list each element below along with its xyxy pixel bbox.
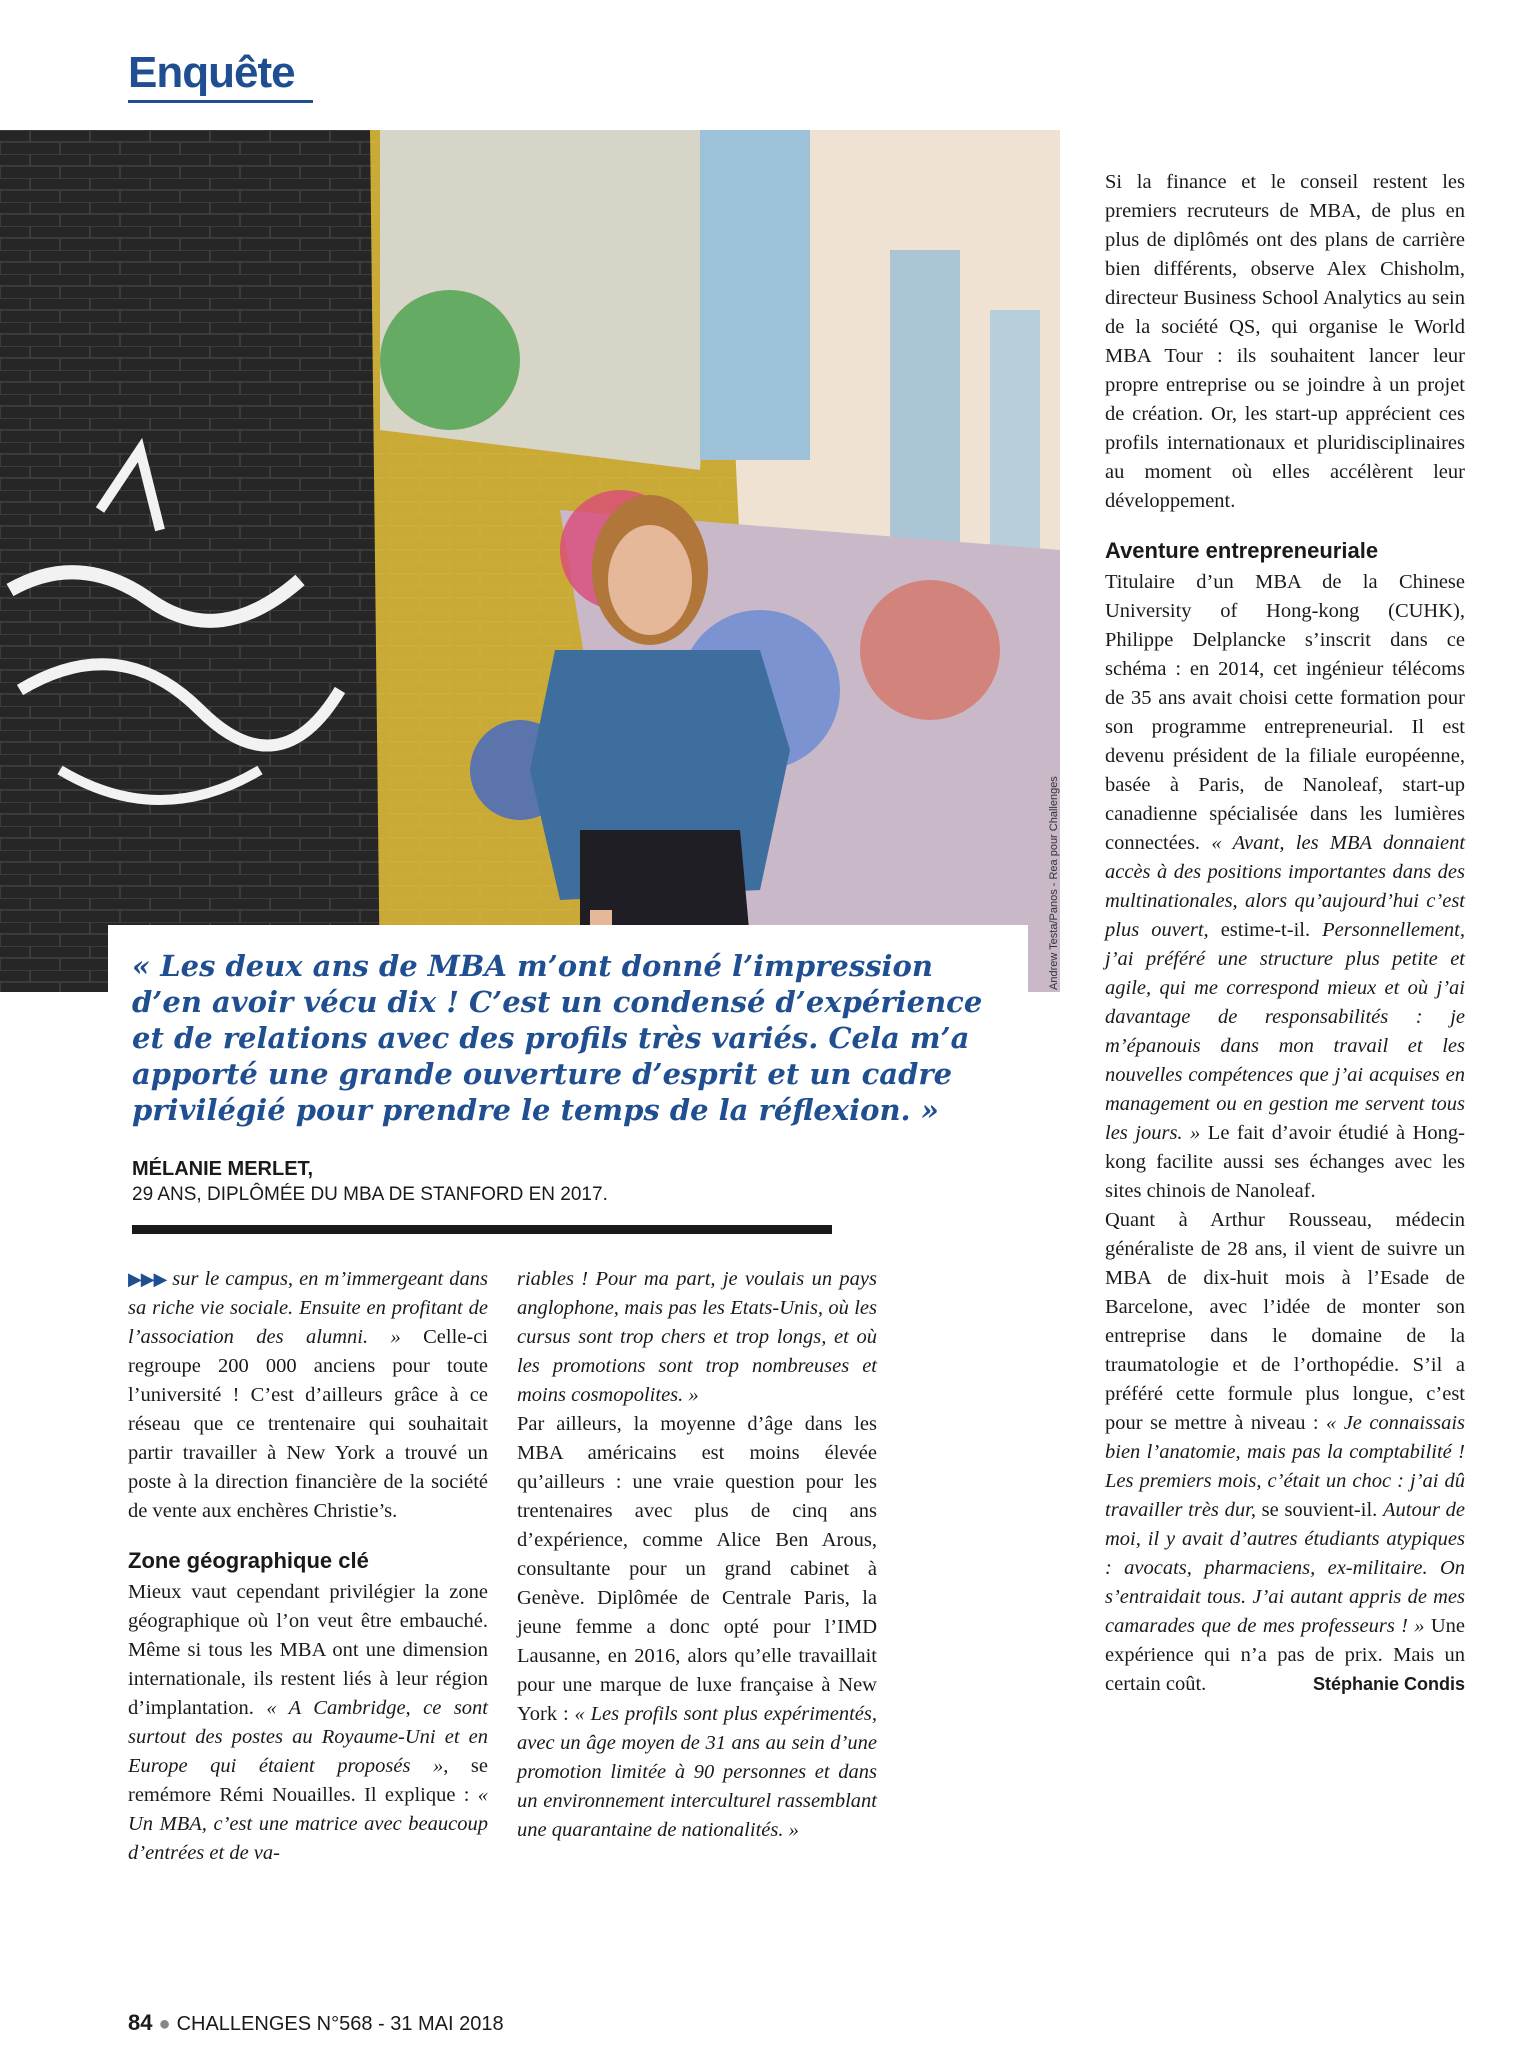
paragraph: Quant à Arthur Rousseau, médecin généraliste de 28 ans, il vient de suivre un MBA de dix-huit mois à l’Esade de Barcelone, avec l’idée de monter son entreprise dans le domaine de la traumatologie et de l’orthopédie. S’il a préféré cette formule plus longue, c’est pour se mettre à niveau : « Je connaissais bien l’anatomie, mais pas la comptabilité ! Les premiers mois, c’était un choc : j’ai dû travailler très dur, se souvient-il. Autour de moi, il y avait d’autres étudiants atypiques : avocats, pharmaciens, ex-militaire. On s’entraidait tous. J’ai autant appris de mes camarades que de mes professeurs ! » Une expérience qui n’a pas de prix. Mais un certain coût. Stéphanie Condis	[1105, 1206, 1465, 1699]
author-signature: Stéphanie Condis	[1312, 1674, 1465, 1694]
bullet-icon: ●	[158, 2013, 171, 2035]
quote-author: MÉLANIE MERLET,	[132, 1158, 314, 1180]
continuation-arrows-icon: ▶▶▶	[128, 1269, 167, 1290]
portrait-photo	[0, 130, 1060, 992]
column-2	[517, 1265, 877, 1845]
paragraph: riables ! Pour ma part, je voulais un pays anglophone, mais pas les Etats-Unis, où les cursus sont trop chers et trop longs, et où les promotions sont trop nombreuses et moins cosmopolites. »	[517, 1268, 877, 1406]
subheading: Zone géographique clé	[128, 1548, 369, 1573]
paragraph: ▶▶▶ sur le campus, en m’immergeant dans sa riche vie sociale. Ensuite en profitant de l’association des alumni. » Celle-ci regroupe 200 000 anciens pour toute l’université ! C’est d’ailleurs grâce à ce réseau que ce trentenaire qui souhaitait partir travailler à New York a trouvé un poste à la direction financière de la société de vente aux enchères Christie’s.	[128, 1268, 489, 1522]
page-number: 84	[128, 2010, 153, 2035]
paragraph: Titulaire d’un MBA de la Chinese University of Hong-kong (CUHK), Philippe Delplancke s’inscrit dans ce schéma : en 2014, cet ingénieur télécoms de 35 ans avait choisi cette formation pour son programme entrepreneurial. Il est devenu président de la filiale européenne, basée à Paris, de Nanoleaf, start-up canadienne spécialisée dans les lumières connectées. « Avant, les MBA donnaient accès à des positions importantes dans des multinationales, alors qu’aujourd’hui c’est plus ouvert, estime-t-il. Personnellement, j’ai préféré une structure plus petite et agile, qui me correspond mieux et où j’ai davantage de responsabilités : je m’épanouis dans mon travail et les nouvelles compétences que j’ai acquises en management ou en gestion me servent tous les jours. » Le fait d’avoir étudié à Hong-kong facilite aussi ses échanges avec les sites chinois de Nanoleaf.	[1105, 571, 1466, 1202]
quote-author-role: 29 ANS, DIPLÔMÉE DU MBA DE STANFORD EN 2017.	[132, 1184, 608, 1205]
page-footer	[128, 2010, 504, 2036]
subheading: Aventure entrepreneuriale	[1105, 538, 1379, 563]
paragraph: Mieux vaut cependant privilégier la zone géographique où l’on veut être embauché. Même si tous les MBA ont une dimension internationale, ils restent liés à leur région d’implantation. « A Cambridge, ce sont surtout des postes au Royaume-Uni et en Europe qui étaient proposés », se remémore Rémi Nouailles. Il explique : « Un MBA, c’est une matrice avec beaucoup d’entrées et de va-	[128, 1581, 489, 1864]
paragraph: Si la finance et le conseil restent les premiers recruteurs de MBA, de plus en plus de diplômés ont des plans de carrière bien différents, observe Alex Chisholm, directeur Business School Analytics au sein de la société QS, qui organise le World MBA Tour : ils souhaitent lancer leur propre entreprise ou se joindre à un projet de création. Or, les start-up apprécient ces profils internationaux et pluridisciplinaires au moment où elles accélèrent leur développement.	[1105, 171, 1465, 512]
section-title: Enquête	[128, 48, 295, 97]
pull-quote: « Les deux ans de MBA m’ont donné l’impression d’en avoir vécu dix ! C’est un condensé d’expérience et de relations avec des profils très variés. Cela m’a apporté une grande ouverture d’esprit et un cadre privilégié pour prendre le temps de la réflexion. »	[132, 949, 983, 1127]
publication-info: CHALLENGES N°568 - 31 MAI 2018	[176, 2013, 504, 2035]
column-3	[1105, 168, 1465, 1699]
section-underline	[128, 100, 313, 103]
photo-credit: Andrew Testa/Panos - Rea pour Challenges	[1048, 776, 1060, 990]
column-1	[128, 1265, 488, 1868]
quote-divider	[132, 1225, 832, 1234]
paragraph: Par ailleurs, la moyenne d’âge dans les MBA américains est moins élevée qu’ailleurs : une vraie question pour les trentenaires avec plus de cinq ans d’expérience, comme Alice Ben Arous, consultante pour un grand cabinet à Genève. Diplômée de Centrale Paris, la jeune femme a donc opté pour l’IMD Lausanne, en 2016, alors qu’elle travaillait pour une marque de luxe française à New York : « Les profils sont plus expérimentés, avec un âge moyen de 31 ans au sein d’une promotion limitée à 90 personnes et dans un environnement interculturel rassemblant une quarantaine de nationalités. »	[517, 1413, 877, 1841]
